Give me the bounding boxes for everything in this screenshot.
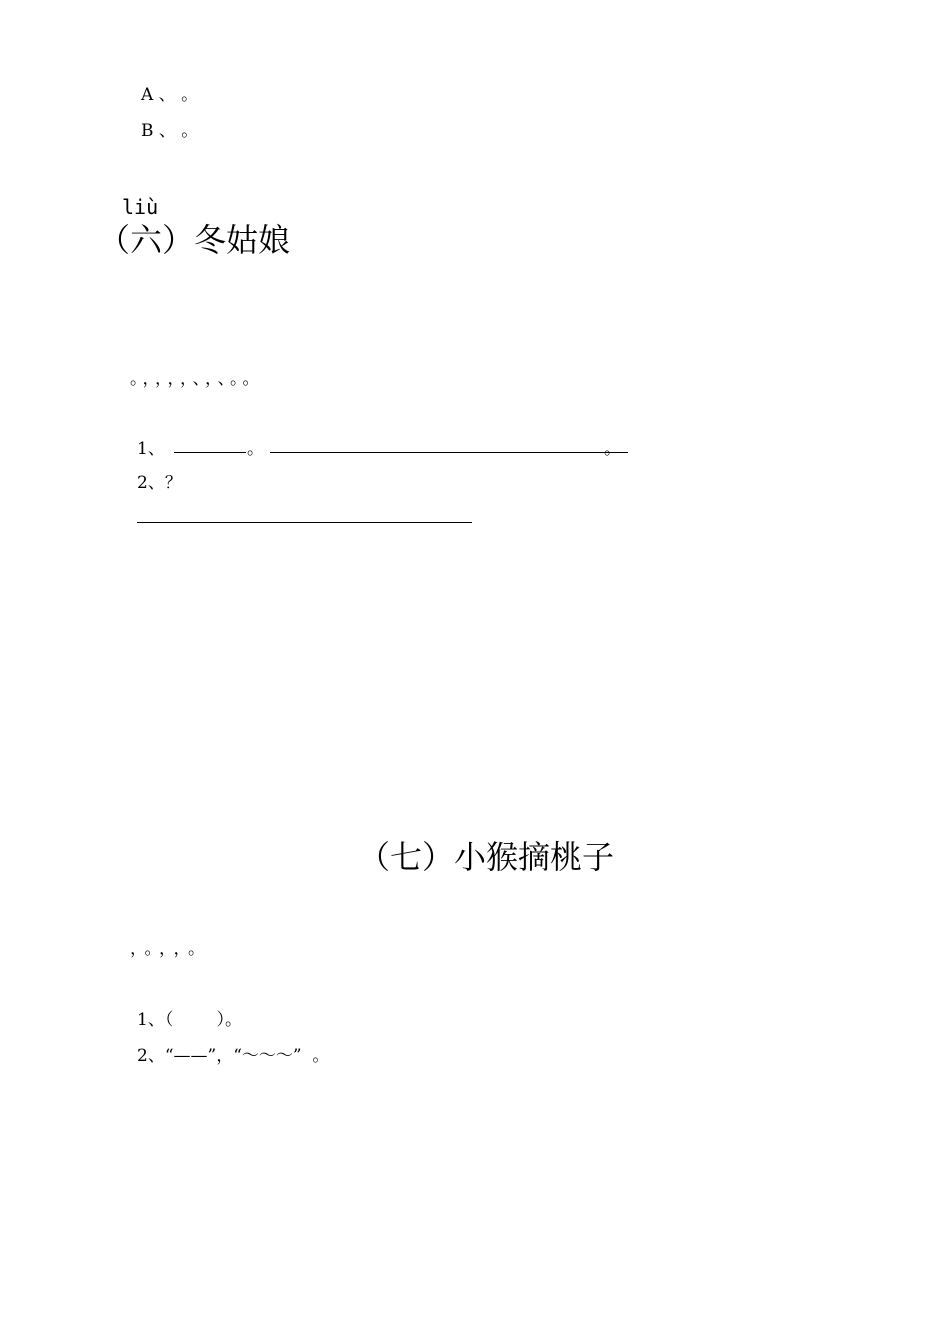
answer-blank-long [270, 452, 628, 453]
section-6-q1-number: 1、 [137, 439, 165, 459]
section-6-title: （六）冬姑娘 [98, 221, 291, 259]
option-a: A 、 。 [141, 85, 199, 105]
section-7-q1: 1、（ ）。 [137, 1010, 243, 1030]
pinyin-annotation: liù [122, 195, 159, 219]
option-b: B 、 。 [141, 121, 199, 141]
section-6-passage: 。，，，，、，、。。 [130, 369, 264, 389]
section-6-q1-end-period: 。 [604, 439, 621, 459]
section-6-q1-period: 。 [247, 439, 264, 459]
answer-blank-short [174, 452, 246, 453]
section-7-title: （七）小猴摘桃子 [358, 838, 615, 876]
section-6-q2: 2、？ [137, 473, 182, 493]
section-7-q2: 2、“——”，“～～～” 。 [137, 1046, 330, 1066]
answer-line [137, 522, 472, 523]
section-7-passage: ，。，，。 [130, 939, 211, 959]
